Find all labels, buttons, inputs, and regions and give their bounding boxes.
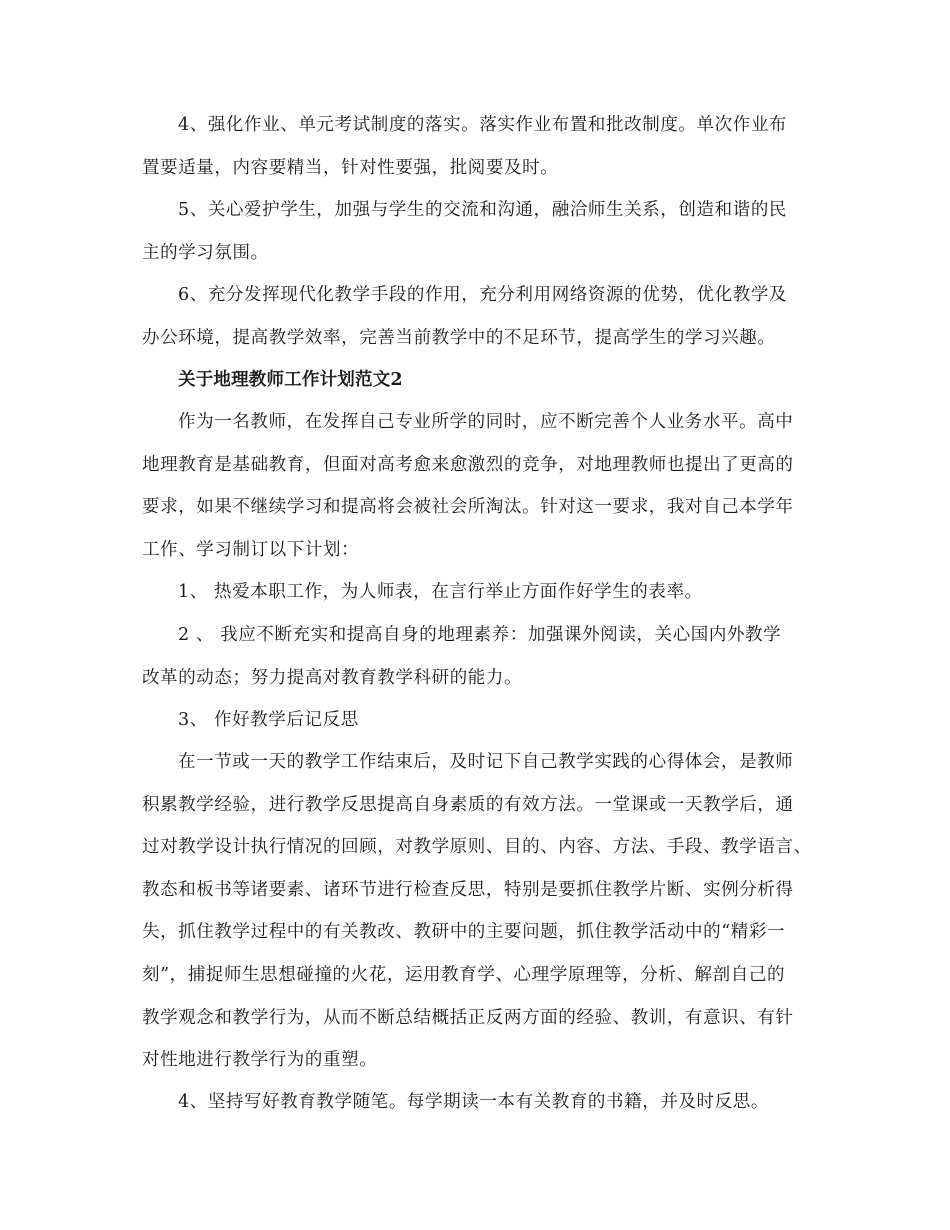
text-line: 5、关心爱护学生，加强与学生的交流和沟通，融洽师生关系，创造和谐的民 bbox=[178, 200, 788, 220]
text-line: 4、强化作业、单元考试制度的落实。落实作业布置和批改制度。单次作业布 bbox=[178, 115, 788, 135]
text-line: 要求，如果不继续学习和提高将会被社会所淘汰。针对这一要求，我对自己本学年 bbox=[142, 497, 794, 518]
paragraph-intro bbox=[142, 401, 832, 571]
text-line: 3、 作好教学后记反思 bbox=[178, 710, 359, 730]
text-line: 作为一名教师，在发挥自己专业所学的同时，应不断完善个人业务水平。高中 bbox=[178, 412, 794, 432]
text-line: 对性地进行教学行为的重塑。 bbox=[142, 1050, 378, 1071]
paragraph-item-3 bbox=[142, 699, 832, 742]
text-line: 2 、 我应不断充实和提高自身的地理素养：加强课外阅读，关心国内外教学 bbox=[178, 625, 782, 645]
heading-text: 关于地理教师工作计划范文2 bbox=[178, 370, 403, 390]
text-line: 在一节或一天的教学工作结束后，及时记下自己教学实践的心得体会，是教师 bbox=[178, 752, 794, 772]
text-line: 地理教育是基础教育，但面对高考愈来愈激烈的竞争，对地理教师也提出了更高的 bbox=[142, 454, 794, 475]
text-line: 置要适量，内容要精当，针对性要强，批阅要及时。 bbox=[142, 157, 559, 178]
paragraph-reflection bbox=[142, 741, 832, 1082]
text-line: 改革的动态；努力提高对教育教学科研的能力。 bbox=[142, 667, 523, 688]
paragraph-item-4 bbox=[142, 1081, 832, 1124]
text-line: 1、 热爱本职工作，为人师表，在言行举止方面作好学生的表率。 bbox=[178, 582, 703, 602]
text-line: 刻”，捕捉师生思想碰撞的火花，运用教育学、心理学原理等，分析、解剖自己的 bbox=[142, 964, 786, 985]
text-line: 教态和板书等诸要素、诸环节进行检查反思，特别是要抓住教学片断、实例分析得 bbox=[142, 879, 794, 900]
text-line: 4、坚持写好教育教学随笔。每学期读一本有关教育的书籍，并及时反思。 bbox=[178, 1092, 769, 1112]
paragraph-item-1 bbox=[142, 571, 832, 614]
text-line: 积累教学经验，进行教学反思提高自身素质的有效方法。一堂课或一天教学后，通 bbox=[142, 794, 794, 815]
section-heading bbox=[142, 359, 832, 402]
paragraph-care-students bbox=[142, 189, 832, 274]
paragraph-modern-teaching bbox=[142, 274, 832, 359]
text-line: 过对教学设计执行情况的回顾，对教学原则、目的、内容、方法、手段、教学语言、 bbox=[142, 837, 812, 858]
text-line: 办公环境，提高教学效率，完善当前教学中的不足环节，提高学生的学习兴趣。 bbox=[142, 327, 776, 348]
paragraph-item-2 bbox=[142, 614, 832, 699]
text-line: 失，抓住教学过程中的有关教改、教研中的主要问题，抓住教学活动中的“精彩一 bbox=[142, 922, 786, 943]
text-line: 工作、学习制订以下计划： bbox=[142, 539, 360, 560]
text-line: 教学观念和教学行为，从而不断总结概括正反两方面的经验、教训，有意识、有针 bbox=[142, 1007, 794, 1028]
paragraph-homework-system bbox=[142, 104, 832, 189]
text-line: 主的学习氛围。 bbox=[142, 242, 269, 263]
text-line: 6、充分发挥现代化教学手段的作用，充分利用网络资源的优势，优化教学及 bbox=[178, 285, 788, 305]
